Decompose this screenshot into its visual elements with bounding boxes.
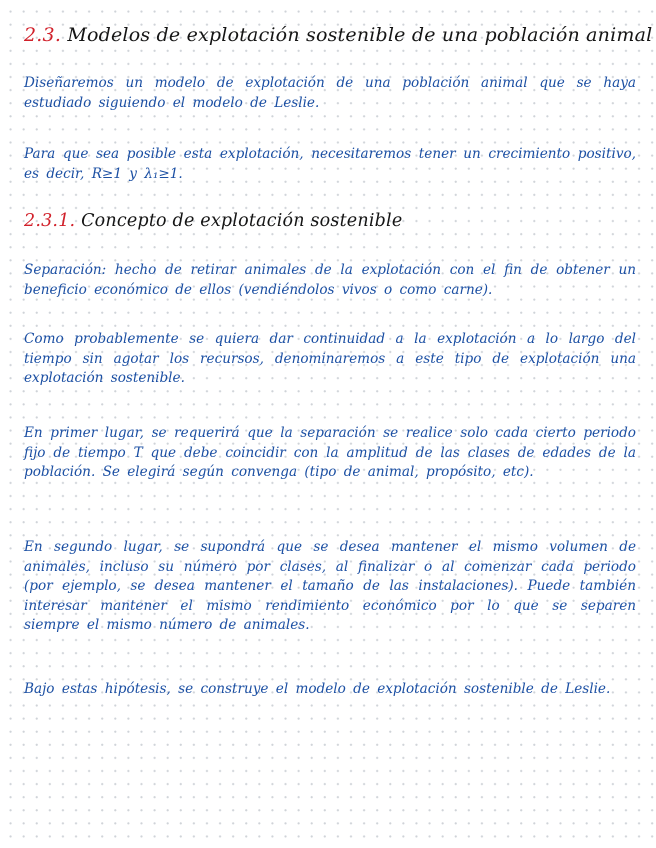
paragraph-growth-condition: Para que sea posible esta explotación, necesitaremos tener un crecimiento positivo, es decir, R≥1 y λ₁≥1. [24,146,636,182]
section-number: 2.3. [24,24,62,46]
paragraph-sustainable-definition: Como probablemente se quiera dar continuidad a la explotación a lo largo del tiempo sin agotar los recursos, denominaremos a este tipo de explotación una explotación sostenible. [24,331,636,386]
paragraph-first-assumption: En primer lugar, se requerirá que la separación se realice solo cada cierto periodo fijo de tiempo T que debe coincidir con la amplitud de las clases de edades de la población. Se elegirá según convenga (tipo de animal, propósito, etc). [24,425,636,480]
section-heading [24,24,652,46]
paragraph-conclusion: Bajo estas hipótesis, se construye el modelo de explotación sostenible de Leslie. [24,681,611,697]
subsection-number: 2.3.1. [24,211,76,231]
paragraph-intro: Diseñaremos un modelo de explotación de una población animal que se haya estudiado siguiendo el modelo de Leslie. [24,75,636,111]
section-title: Modelos de explotación sostenible de una población animal [67,24,653,46]
subsection-title: Concepto de explotación sostenible [81,211,403,231]
subsection-heading [24,211,402,231]
paragraph-second-assumption: En segundo lugar, se supondrá que se desea mantener el mismo volumen de animales, incluso su número por clases, al finalizar o al comenzar cada periodo (por ejemplo, se desea mantener el tamaño de las instalaciones). Puede también interesar mantener el mismo rendimiento económico por lo que se separen siempre el mismo número de animales. [24,539,636,633]
paragraph-separation-definition: Separación: hecho de retirar animales de la explotación con el fin de obtener un beneficio económico de ellos (vendiéndolos vivos o como carne). [24,262,636,298]
